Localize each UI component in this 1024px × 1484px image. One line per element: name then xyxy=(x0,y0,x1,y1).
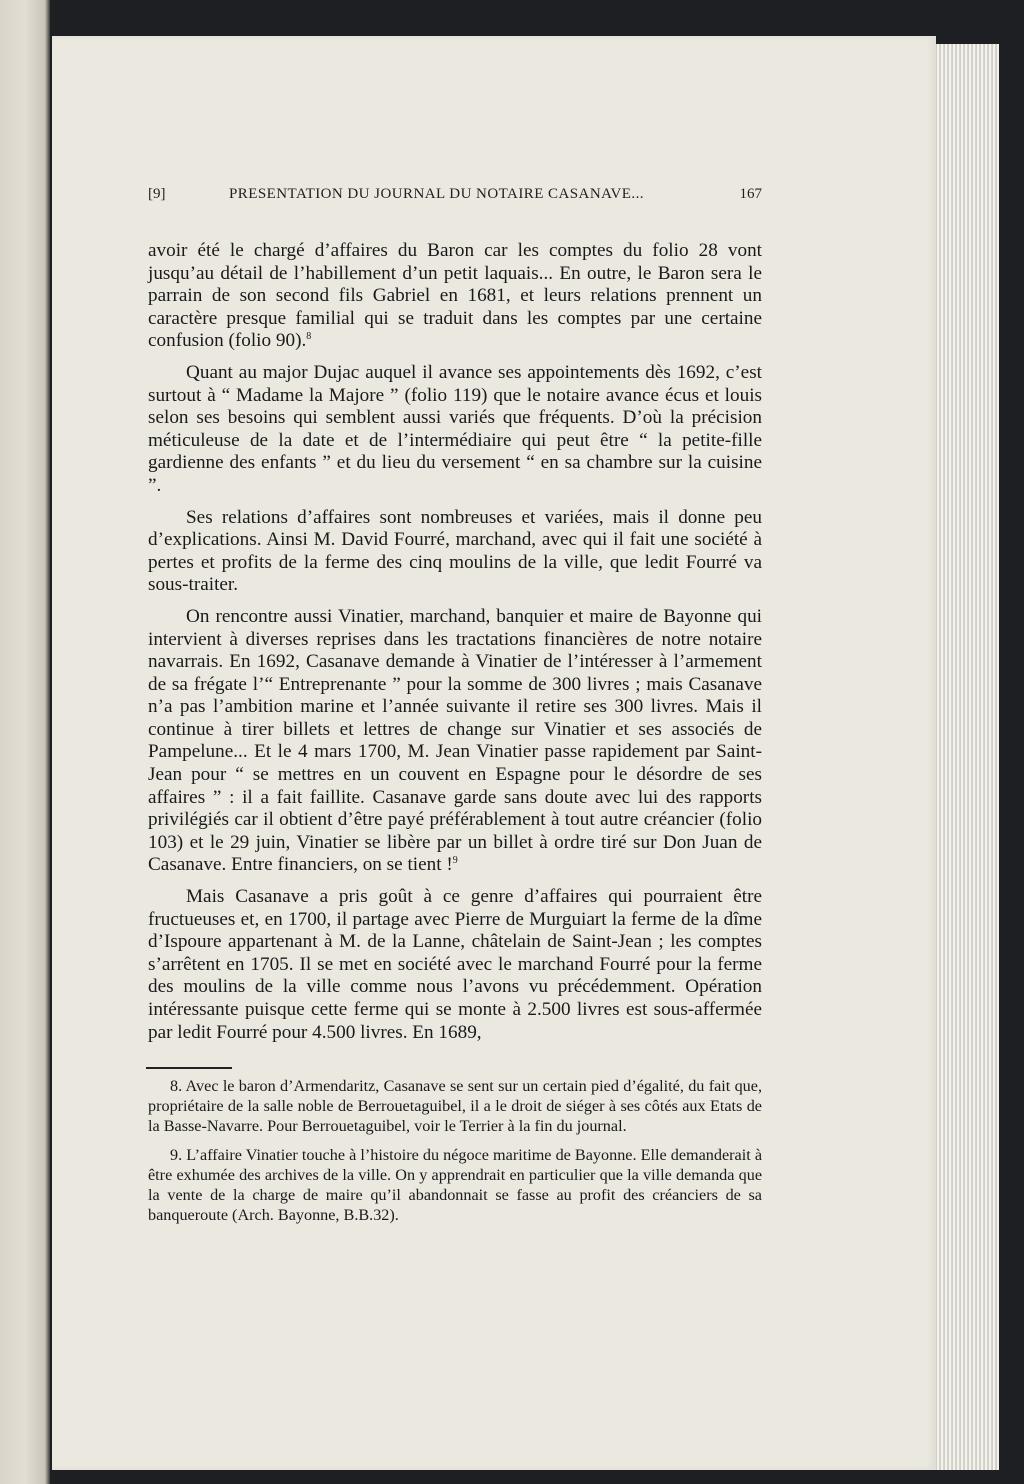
footnote-ref: 8 xyxy=(306,331,312,343)
paragraph-text: Quant au major Dujac auquel il avance ses appointements dès 1692, c’est surtout à “ Madame la Majore ” (folio 119) que le notaire avance écus et louis selon ses besoins qui semblent aussi variés que fréquents. D’où la précision méticuleuse de la date et de l’intermédiaire qui peut être “ la petite-fille gardienne des enfants ” et du lieu du versement “ en sa chambre sur la cuisine ”. xyxy=(148,361,762,496)
footnote: 8. Avec le baron d’Armendaritz, Casanave se sent sur un certain pied d’égalité, du fait que, propriétaire de la salle noble de Berrouetaguibel, il a le droit de siéger à ses côtés aux Etats de la Basse-Navarre. Pour Berrouetaguibel, voir le Terrier à la fin du journal. xyxy=(148,1077,762,1136)
section-number: [9] xyxy=(148,186,166,202)
running-header xyxy=(148,186,762,210)
paragraph xyxy=(148,362,762,498)
paragraph xyxy=(148,507,762,597)
footnote-ref: 9 xyxy=(452,855,458,867)
paragraph xyxy=(148,606,762,877)
footnote: 9. L’affaire Vinatier touche à l’histoire du négoce maritime de Bayonne. Elle demanderait à être exhumée des archives de la ville. On y apprendrait en particulier que la ville demanda que la vente de la charge de maire qu’il abandonnait se fasse au profit des créanciers de sa banqueroute (Arch. Bayonne, B.B.32). xyxy=(148,1145,762,1225)
paragraph xyxy=(148,886,762,1044)
running-title: PRESENTATION DU JOURNAL DU NOTAIRE CASANAVE... xyxy=(229,186,644,202)
body-text xyxy=(148,240,762,1053)
paragraph-text: Mais Casanave a pris goût à ce genre d’affaires qui pourraient être fructueuses et, en 1700, il partage avec Pierre de Murguiart la ferme de la dîme d’Ispoure appartenant à M. de la Lanne, châtelain de Saint-Jean ; les comptes s’arrêtent en 1705. Il se met en société avec le marchand Fourré pour la ferme des moulins de la ville comme nous l’avons vu précédemment. Opération intéressante puisque cette ferme qui se monte à 2.500 livres est sous-affermée par ledit Fourré pour 4.500 livres. En 1689, xyxy=(148,886,762,1043)
paragraph-text: Ses relations d’affaires sont nombreuses et variées, mais il donne peu d’explications. Ainsi M. David Fourré, marchand, avec qui il fait une société à pertes et profits de la ferme des cinq moulins de la ville, que ledit Fourré va sous-traiter. xyxy=(148,506,762,596)
previous-page-edge xyxy=(0,0,50,1484)
paragraph xyxy=(148,240,762,353)
paragraph-text: avoir été le chargé d’affaires du Baron car les comptes du folio 28 vont jusqu’au détail de l’habillement d’un petit laquais... En outre, le Baron sera le parrain de son second fils Gabriel en 1681, et leurs relations prennent un caractère presque familial qui se traduit dans les comptes par une certaine confusion (folio 90). xyxy=(148,240,762,352)
page-number: 167 xyxy=(739,186,762,202)
footnotes xyxy=(148,1076,762,1233)
footnote-separator xyxy=(146,1067,232,1069)
paragraph-text: On rencontre aussi Vinatier, marchand, banquier et maire de Bayonne qui intervient à diverses reprises dans les tractations financières de notre notaire navarrais. En 1692, Casanave demande à Vinatier de l’intéresser à l’armement de sa frégate l’“ Entreprenante ” pour la somme de 300 livres ; mais Casanave n’a pas l’ambition marine et l’année suivante il retire ses 300 livres. Mais il continue à tirer billets et lettres de change sur Vinatier et ses associés de Pampelune... Et le 4 mars 1700, M. Jean Vinatier passe rapidement par Saint-Jean pour “ se mettres en un couvent en Espagne pour le désordre de ses affaires ” : il a fait faillite. Casanave garde sans doute avec lui des rapports privilégiés car il obtient d’être payé préférablement à tout autre créancier (folio 103) et le 29 juin, Vinatier se libère par un billet à ordre tiré sur Don Juan de Casanave. Entre financiers, on se tient ! xyxy=(148,605,762,876)
